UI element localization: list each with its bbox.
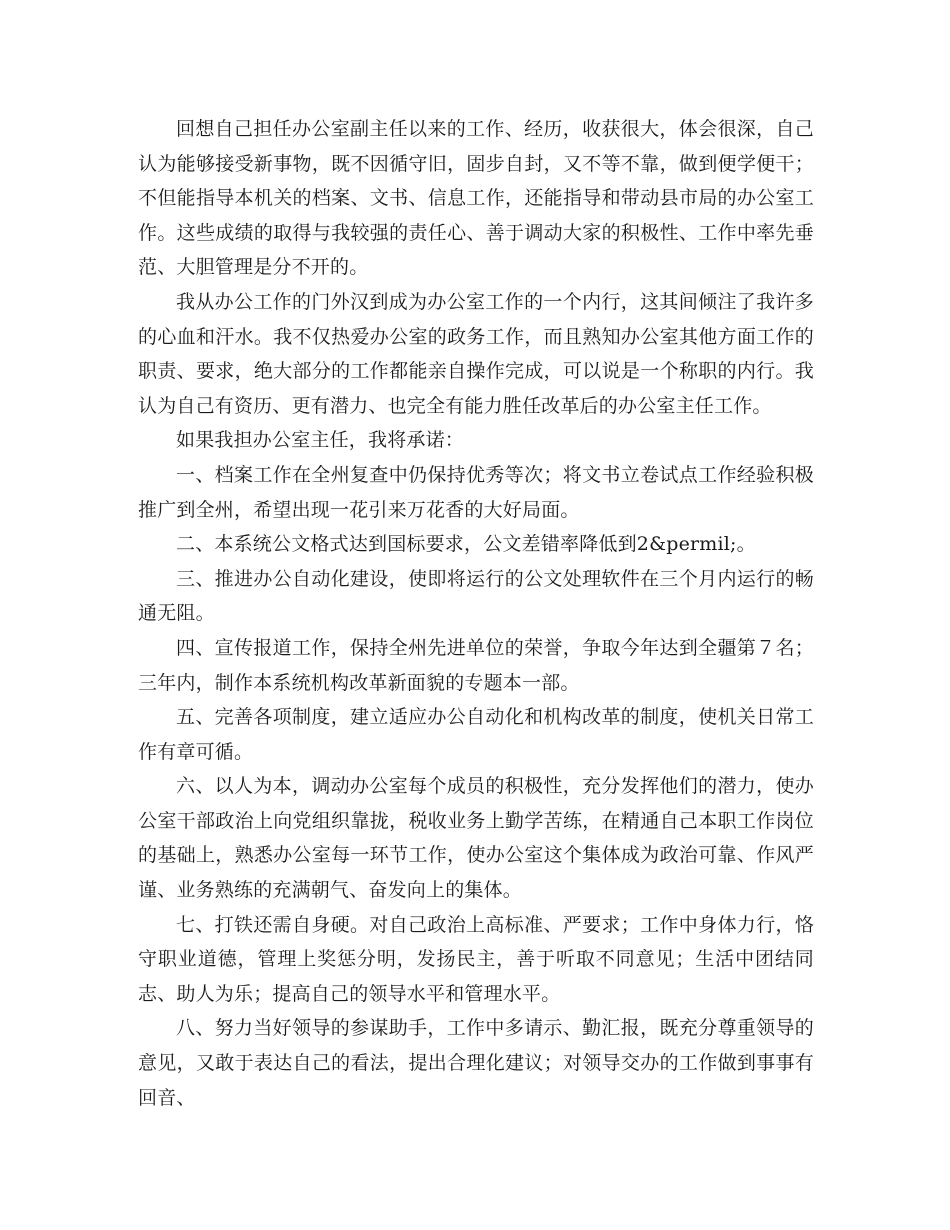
- paragraph-experience: 我从办公工作的门外汉到成为办公室工作的一个内行，这其间倾注了我许多的心血和汗水。我不仅热爱办公室的政务工作，而且熟知办公室其他方面工作的职责、要求，绝大部分的工作都能亲自操作完成，可以说是一个称职的内行。我认为自己有资历、更有潜力、也完全有能力胜任改革后的办公室主任工作。: [138, 290, 814, 417]
- paragraph-commitment-4: 四、宣传报道工作，保持全州先进单位的荣誉，争取今年达到全疆第７名；三年内，制作本系统机构改革新面貌的专题本一部。: [138, 636, 814, 694]
- paragraph-commitment-7: 七、打铁还需自身硬。对自己政治上高标准、严要求；工作中身体力行，恪守职业道德，管理上奖惩分明，发扬民主，善于听取不同意见；生活中团结同志、助人为乐；提高自己的领导水平和管理水平。: [138, 913, 814, 1005]
- paragraph-commitment-2: 二、本系统公文格式达到国标要求，公文差错率降低到2&permil;。: [176, 533, 756, 556]
- paragraph-commitment-intro: 如果我担办公室主任，我将承诺：: [176, 429, 465, 452]
- paragraph-commitment-3: 三、推进办公自动化建设，使即将运行的公文处理软件在三个月内运行的畅通无阻。: [138, 567, 814, 625]
- paragraph-commitment-1: 一、档案工作在全州复查中仍保持优秀等次；将文书立卷试点工作经验积极推广到全州，希望出现一花引来万花香的大好局面。: [138, 463, 814, 521]
- paragraph-commitment-5: 五、完善各项制度，建立适应办公自动化和机构改革的制度，使机关日常工作有章可循。: [138, 706, 814, 763]
- paragraph-commitment-8: 八、努力当好领导的参谋助手，工作中多请示、勤汇报，既充分尊重领导的意见，又敢于表达自己的看法，提出合理化建议；对领导交办的工作做到事事有回音、: [138, 1017, 814, 1109]
- paragraph-commitment-6: 六、以人为本，调动办公室每个成员的积极性，充分发挥他们的潜力，使办公室干部政治上向党组织靠拢，税收业务上勤学苦练，在精通自己本职工作岗位的基础上，熟悉办公室每一环节工作，使办公室这个集体成为政治可靠、作风严谨、业务熟练的充满朝气、奋发向上的集体。: [138, 775, 814, 902]
- paragraph-reflection: 回想自己担任办公室副主任以来的工作、经历，收获很大，体会很深，自己认为能够接受新事物，既不因循守旧，固步自封，又不等不靠，做到便学便干；不但能指导本机关的档案、文书、信息工作，还能指导和带动县市局的办公室工作。这些成绩的取得与我较强的责任心、善于调动大家的积极性、工作中率先垂范、大胆管理是分不开的。: [138, 118, 814, 279]
- document-body: [138, 112, 814, 1115]
